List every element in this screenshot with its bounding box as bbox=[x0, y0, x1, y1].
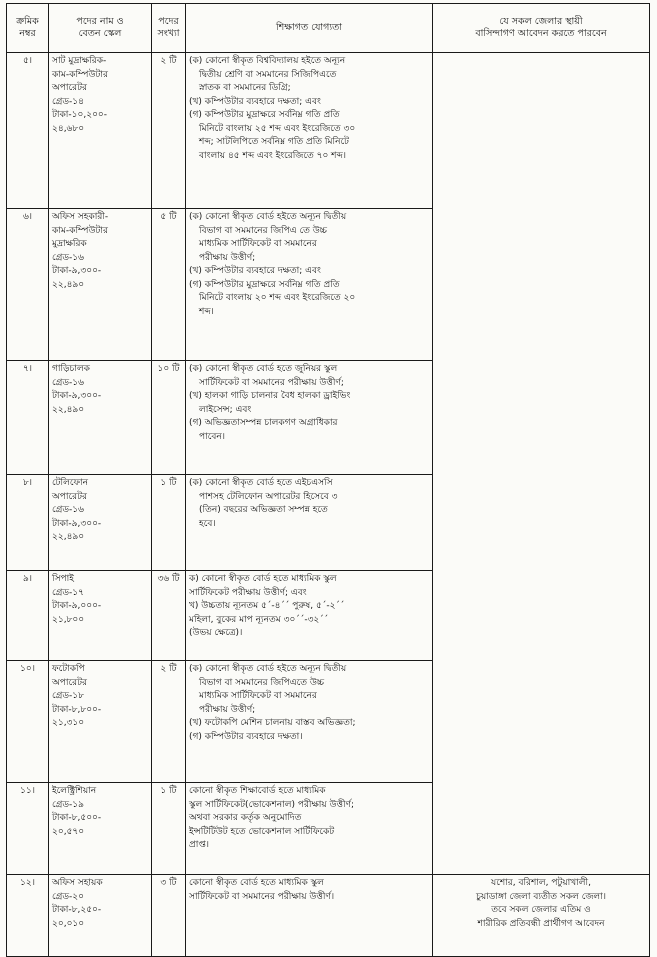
post-count-cell: ৩ টি bbox=[152, 875, 186, 957]
qualification-cell bbox=[186, 209, 433, 361]
text-line: ২২,৪৯০ bbox=[52, 404, 85, 415]
text-line: অপারেটর bbox=[52, 491, 87, 502]
qualification-cell bbox=[186, 783, 433, 875]
qualification-line: (ক) কোনো স্বীকৃত বোর্ড হতে জুনিয়র স্কুল bbox=[189, 364, 338, 374]
serial-cell: ৮। bbox=[7, 475, 49, 571]
text-line: সিপাই bbox=[52, 574, 74, 584]
text-line: সাট মুদ্রাক্ষরিক- bbox=[52, 56, 107, 66]
qualification-line: স্নাতক বা সমমানের ডিগ্রি; bbox=[199, 83, 291, 93]
qualification-line: মিনিটে বাংলায় ২০ শব্দ এবং ইংরেজিতে ২০ bbox=[199, 293, 356, 303]
header-post: পদের নাম ও বেতন স্কেল bbox=[49, 4, 152, 53]
text-line: টাকা-৮,৫০০- bbox=[52, 813, 102, 823]
post-cell bbox=[49, 53, 152, 209]
text-line: অফিস সহায়ক bbox=[52, 878, 103, 888]
qualification-line: (খ) হালকা গাড়ি চালনার বৈধ হালকা ড্রাইভিং bbox=[189, 391, 351, 401]
qualification-line: (খ) ফটোকপি মেশিন চালনায় বাস্তব অভিজ্ঞতা; bbox=[189, 718, 356, 728]
post-cell bbox=[49, 361, 152, 475]
post-cell bbox=[49, 661, 152, 783]
qualification-line: ক) কোনো স্বীকৃত বোর্ড হতে মাধ্যমিক স্কুল bbox=[189, 574, 337, 584]
text-line: যশোর, বরিশাল, পটুয়াখালী, bbox=[491, 878, 591, 888]
text-line: চুয়াডাঙ্গা জেলা ব্যতীত সকল জেলা। bbox=[476, 891, 606, 902]
text-line: গাড়িচালক bbox=[52, 364, 90, 374]
qualification-cell bbox=[186, 475, 433, 571]
post-count-cell: ৩৬ টি bbox=[152, 571, 186, 661]
text-line: কাম-কম্পিউটার bbox=[52, 69, 108, 80]
text-line: অফিস সহকারী- bbox=[52, 212, 109, 222]
text-line: অপারেটর bbox=[52, 677, 87, 688]
qualification-line: (ক) কোনো স্বীকৃত বোর্ড হতে এইচএসসি bbox=[189, 478, 333, 488]
post-cell bbox=[49, 783, 152, 875]
post-count-cell: ৫ টি bbox=[152, 209, 186, 361]
serial-cell: ৫। bbox=[7, 53, 49, 209]
post-count-cell: ২ টি bbox=[152, 53, 186, 209]
qualification-line: মিনিটে বাংলায় ২৫ শব্দ এবং ইংরেজিতে ৩০ bbox=[199, 123, 356, 134]
qualification-line: সার্টিফিকেট বা সমমানের পরীক্ষায় উত্তীর্ণ; bbox=[199, 377, 344, 388]
text-line: অপারেটর bbox=[52, 83, 87, 93]
qualification-line: কোনো স্বীকৃত বোর্ড হতে মাধ্যমিক স্কুল bbox=[189, 878, 324, 888]
header-serial: ক্রমিক নম্বর bbox=[7, 4, 49, 53]
post-count-cell: ১০ টি bbox=[152, 361, 186, 475]
qualification-line: লাইসেন্স; এবং bbox=[199, 404, 252, 415]
text-line: গ্রেড-১৬ bbox=[52, 252, 84, 263]
text-line: ২৪,৬৮০ bbox=[52, 123, 85, 134]
text-line: গ্রেড-১৯ bbox=[52, 799, 84, 810]
qualification-line: শব্দ; সাটলিপিতে সর্বনিম্ন গতি প্রতি মিনিটে bbox=[199, 137, 349, 147]
qualification-cell bbox=[186, 875, 433, 957]
districts-cell-empty bbox=[433, 53, 650, 875]
header-districts: যে সকল জেলার স্থায়ী বাসিন্দাগণ আবেদন করতে পারবেন bbox=[433, 4, 650, 53]
qualification-line: (গ) কম্পিউটার ব্যবহারে দক্ষতা। bbox=[189, 731, 303, 742]
text-line: ২১,৮০০ bbox=[52, 614, 85, 625]
text-line: টাকা-৯,০০০- bbox=[52, 601, 102, 611]
qualification-line: (খ) কম্পিউটার ব্যবহারে দক্ষতা; এবং bbox=[189, 96, 321, 107]
qualification-line: পাবেন। bbox=[199, 431, 225, 442]
qualification-line: স্কুল সার্টিফিকেট(ভোকেশনাল) পরীক্ষায় উত্তীর্ণ; bbox=[189, 799, 355, 810]
qualification-cell bbox=[186, 53, 433, 209]
text-line: ২০,০১০ bbox=[52, 918, 85, 929]
text-line: ২১,৩১০ bbox=[52, 718, 85, 728]
qualification-line: (গ) অভিজ্ঞতাসম্পন্ন চালকগণ অগ্রাধিকার bbox=[189, 418, 338, 428]
text-line: তবে সকল জেলার এতিম ও bbox=[491, 905, 591, 915]
qualification-line: (গ) কম্পিউটার মুদ্রাক্ষরে সর্বনিম্ন গতি প্রতি bbox=[189, 279, 340, 290]
serial-cell: ৭। bbox=[7, 361, 49, 475]
text-line: শারীরিক প্রতিবন্ধী প্রার্থীগণ আবেদন bbox=[477, 918, 605, 929]
qualification-line: সার্টিফিকেট বা সমমানের পরীক্ষায় উত্তীর্ণ। bbox=[189, 891, 335, 902]
qualification-line: (তিন) বছরের অভিজ্ঞতা সম্পন্ন হতে bbox=[199, 505, 328, 515]
table-row bbox=[7, 53, 650, 209]
qualification-line: (উভয় ক্ষেত্রে)। bbox=[189, 628, 243, 638]
qualification-line: মহিলা, বুকের মাপ ন্যূনতম ৩০´´-৩২´´ bbox=[189, 614, 329, 625]
post-count-cell: ১ টি bbox=[152, 783, 186, 875]
table-header-row bbox=[7, 4, 650, 53]
qualification-line: (খ) কম্পিউটার ব্যবহারে দক্ষতা; এবং bbox=[189, 266, 321, 276]
text-line: টেলিফোন bbox=[52, 478, 89, 488]
text-line: গ্রেড-১৪ bbox=[52, 96, 84, 107]
qualification-line: খ) উচ্চতায় ন্যূনতম ৫´-৪´´ পুরুষ, ৫´-২´´ bbox=[189, 601, 345, 611]
text-line: ২২,৪৯০ bbox=[52, 532, 85, 542]
text-line: টাকা-৮,৮০০- bbox=[52, 704, 102, 715]
qualification-cell bbox=[186, 361, 433, 475]
serial-cell: ৬। bbox=[7, 209, 49, 361]
text-line: গ্রেড-২০ bbox=[52, 891, 84, 902]
qualification-line: প্রাপ্ত। bbox=[189, 840, 209, 850]
text-line: টাকা-৮,২৫০- bbox=[52, 905, 102, 915]
header-qualification: শিক্ষাগত যোগ্যতা bbox=[186, 4, 433, 53]
serial-cell: ১২। bbox=[7, 875, 49, 957]
text-line: ইলেক্ট্রিশিয়ান bbox=[52, 786, 97, 796]
qualification-cell bbox=[186, 571, 433, 661]
qualification-line: মাধ্যমিক সার্টিফিকেট বা সমমানের bbox=[199, 691, 317, 701]
qualification-line: হবে। bbox=[199, 518, 216, 529]
qualification-line: ইন্সটিটিউট হতে ভোকেশনাল সার্টিফিকেট bbox=[189, 826, 335, 837]
text-line: টাকা-৯,৩০০- bbox=[52, 391, 102, 401]
qualification-line: (ক) কোনো স্বীকৃত বিশ্ববিদ্যালয় হইতে অন্যূন bbox=[189, 56, 346, 66]
post-cell bbox=[49, 571, 152, 661]
text-line: ফটোকপি bbox=[52, 664, 85, 674]
post-count-cell: ২ টি bbox=[152, 661, 186, 783]
text-line: গ্রেড-১৭ bbox=[52, 587, 84, 598]
header-count: পদের সংখ্যা bbox=[152, 4, 186, 53]
post-cell bbox=[49, 875, 152, 957]
post-count-cell: ১ টি bbox=[152, 475, 186, 571]
table-row bbox=[7, 875, 650, 957]
text-line: গ্রেড-১৬ bbox=[52, 505, 84, 515]
post-cell bbox=[49, 209, 152, 361]
qualification-line: অথবা সরকার কর্তৃক অনুমোদিত bbox=[189, 813, 302, 823]
qualification-line: শব্দ। bbox=[199, 306, 214, 317]
qualification-line: পরীক্ষায় উত্তীর্ণ; bbox=[199, 704, 256, 715]
qualification-line: বিভাগ বা সমমানের জিপিএতে উচ্চ bbox=[199, 677, 325, 688]
text-line: টাকা-১০,২০০- bbox=[52, 110, 108, 120]
qualification-line: (ক) কোনো স্বীকৃত বোর্ড হইতে অন্যূন দ্বিতীয় bbox=[189, 664, 347, 674]
recruitment-table bbox=[6, 3, 650, 957]
text-line: কাম-কম্পিউটার bbox=[52, 225, 108, 236]
qualification-line: (গ) কম্পিউটার মুদ্রাক্ষরে সর্বনিম্ন গতি প্রতি bbox=[189, 110, 340, 120]
text-line: গ্রেড-১৮ bbox=[52, 691, 84, 701]
qualification-line: মাধ্যমিক সার্টিফিকেট বা সমমানের bbox=[199, 239, 317, 249]
text-line: টাকা-৯,৩০০- bbox=[52, 518, 102, 529]
qualification-line: বাংলায় ৪৫ শব্দ এবং ইংরেজিতে ৭০ শব্দ। bbox=[199, 150, 347, 161]
serial-cell: ৯। bbox=[7, 571, 49, 661]
post-cell bbox=[49, 475, 152, 571]
qualification-line: পাশসহ টেলিফোন অপারেটর হিসেবে ৩ bbox=[199, 491, 338, 502]
text-line: ২২,৪৯০ bbox=[52, 279, 85, 290]
qualification-cell bbox=[186, 661, 433, 783]
districts-cell bbox=[433, 875, 650, 957]
text-line: টাকা-৯,৩০০- bbox=[52, 266, 102, 276]
qualification-line: বিভাগ বা সমমানের জিপিএ তে উচ্চ bbox=[199, 225, 328, 236]
text-line: ২০,৫৭০ bbox=[52, 826, 85, 837]
qualification-line: সার্টিফিকেট পরীক্ষায় উত্তীর্ণ; এবং bbox=[189, 587, 307, 598]
qualification-line: (ক) কোনো স্বীকৃত বোর্ড হইতে অন্যূন দ্বিতীয় bbox=[189, 212, 347, 222]
qualification-line: দ্বিতীয় শ্রেণি বা সমমানের সিজিপিএতে bbox=[199, 69, 337, 80]
serial-cell: ১১। bbox=[7, 783, 49, 875]
qualification-line: পরীক্ষায় উত্তীর্ণ; bbox=[199, 252, 256, 263]
text-line: মুদ্রাক্ষরিক bbox=[52, 239, 87, 249]
serial-cell: ১০। bbox=[7, 661, 49, 783]
text-line: গ্রেড-১৬ bbox=[52, 377, 84, 388]
qualification-line: কোনো স্বীকৃত শিক্ষাবোর্ড হতে মাধ্যমিক bbox=[189, 786, 326, 796]
